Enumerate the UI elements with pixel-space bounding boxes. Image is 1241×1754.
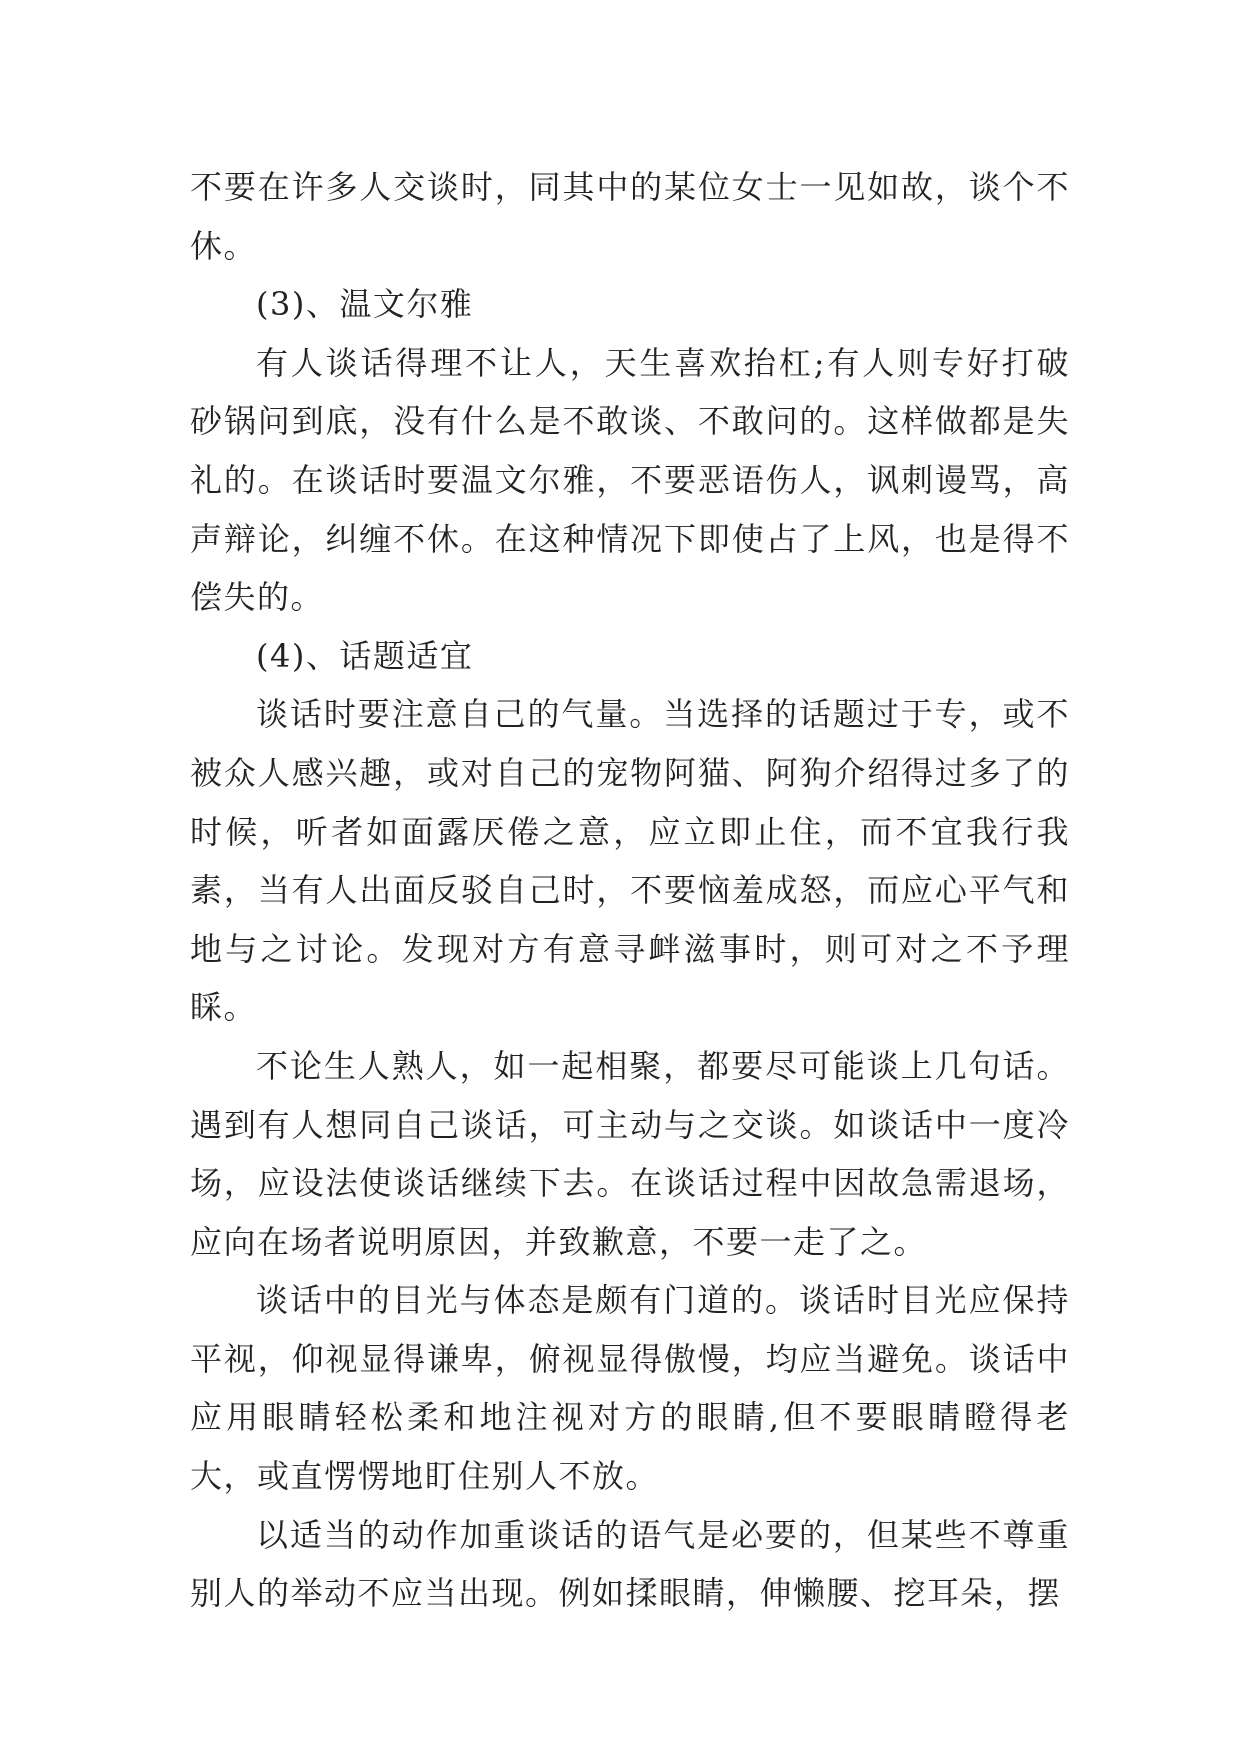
paragraph-topic: 谈话时要注意自己的气量。当选择的话题过于专，或不被众人感兴趣，或对自己的宠物阿猫、阿狗介绍得过多了的时候，听者如面露厌倦之意，应立即止住，而不宜我行我素，当有人出面反驳自己时，不要恼羞成怒，而应心平气和地与之讨论。发现对方有意寻衅滋事时，则可对之不予理睬。 — [190, 695, 1070, 1027]
paragraph-gaze: 谈话中的目光与体态是颇有门道的。谈话时目光应保持平视，仰视显得谦卑，俯视显得傲慢，均应当避免。谈话中应用眼睛轻松柔和地注视对方的眼睛,但不要眼睛瞪得老大，或直愣愣地盯住别人不放。 — [190, 1281, 1070, 1496]
paragraph-gathering: 不论生人熟人，如一起相聚，都要尽可能谈上几句话。遇到有人想同自己谈话，可主动与之交谈。如谈话中一度冷场，应设法使谈话继续下去。在谈话过程中因故急需退场，应向在场者说明原因，并致歉意，不要一走了之。 — [190, 1046, 1070, 1261]
body-text — [190, 158, 1070, 1623]
paragraph-continuation: 不要在许多人交谈时，同其中的某位女士一见如故，谈个不休。 — [190, 168, 1070, 265]
paragraph-gentle: 有人谈话得理不让人，天生喜欢抬杠;有人则专好打破砂锅问到底，没有什么是不敢谈、不敢问的。这样做都是失礼的。在谈话时要温文尔雅，不要恶语伤人，讽刺谩骂，高声辩论，纠缠不休。在这种情况下即使占了上风，也是得不偿失的。 — [190, 343, 1070, 617]
section-heading-gentle: (3)、温文尔雅 — [256, 285, 474, 324]
paragraph-gestures: 以适当的动作加重谈话的语气是必要的，但某些不尊重别人的举动不应当出现。例如揉眼睛，伸懒腰、挖耳朵，摆 — [190, 1515, 1070, 1613]
section-heading-topic: (4)、话题适宜 — [256, 636, 474, 675]
